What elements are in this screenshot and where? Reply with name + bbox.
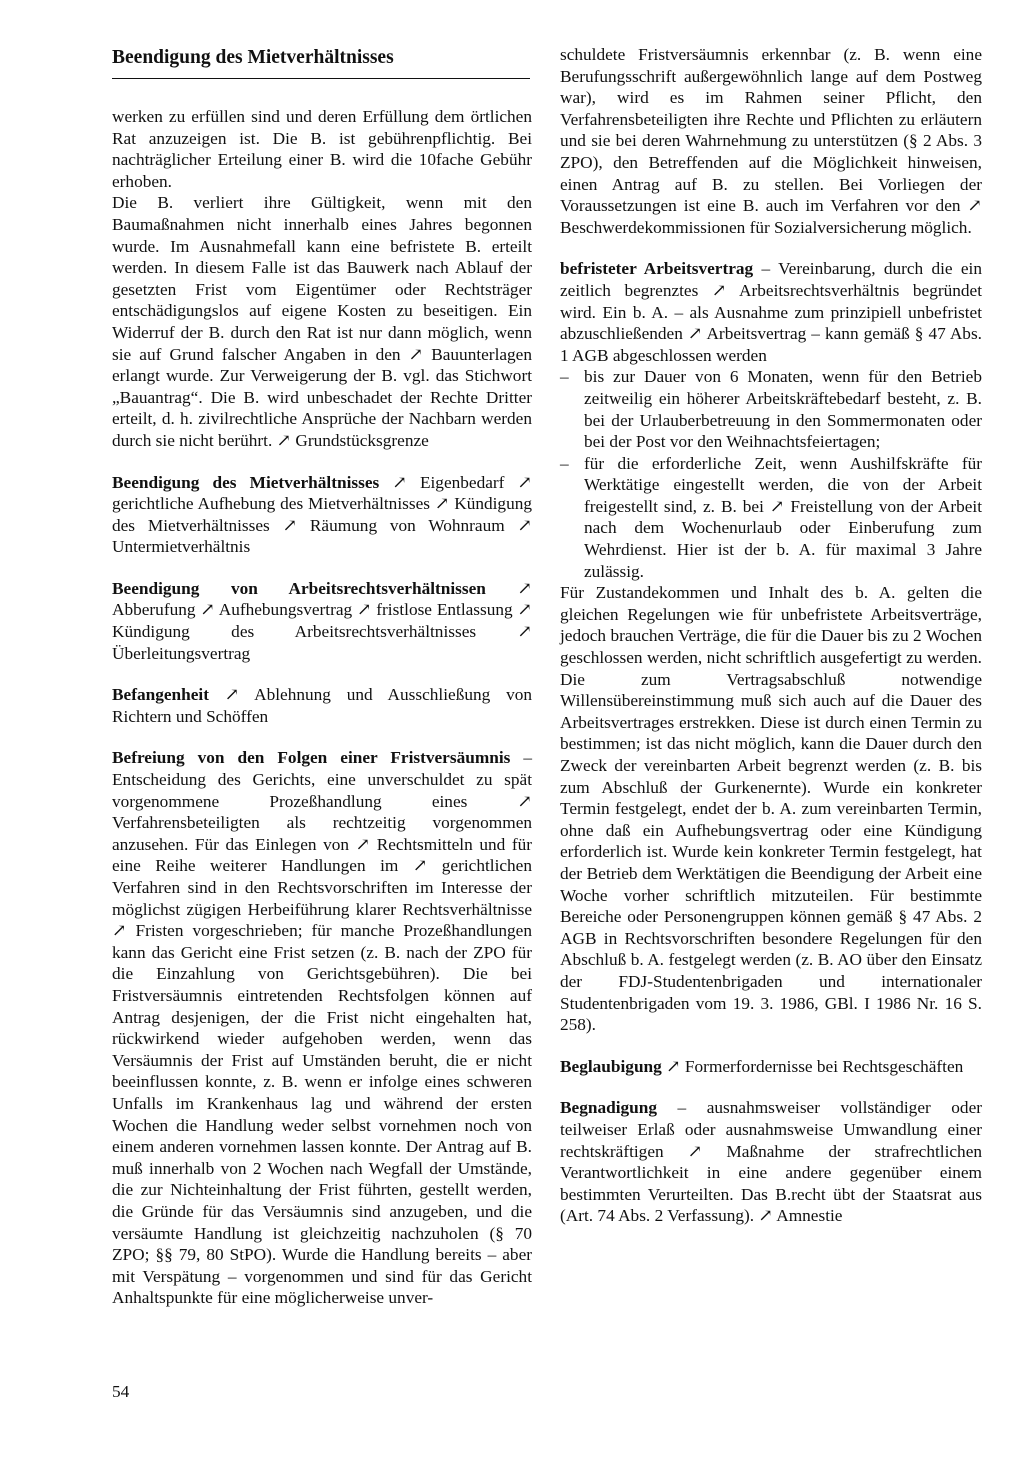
- entry-term: Beendigung von Arbeitsrechtsverhältnissen: [112, 578, 486, 598]
- entry-text: ↗ Formerfordernisse bei Rechtsgeschäften: [661, 1056, 964, 1076]
- entry-term: Beendigung des Mietverhältnisses: [112, 472, 380, 492]
- entry-begnadigung: [560, 1097, 982, 1227]
- entry-intro: [560, 258, 982, 366]
- entry-text: – Entscheidung des Gerichts, eine unverschuldet zu spät vorgenommene Prozeßhandlung eines ↗ Verfahrensbeteiligten als rechtzeitig vorgenommen anzusehen. Für das Einlegen von ↗ Rechtsmitteln und für eine Reihe weiterer Handlungen im ↗ gerichtlichen Verfahren sind in den Rechtsvorschriften im Interesse der möglichst zügigen Herbeiführung klarer Rechtsverhältnisse ↗ Fristen vorgeschrieben; für manche Prozeßhandlungen kann das Gericht eine Frist setzen (z. B. nach der ZPO für die Einzahlung von Gerichtsgebühren). Die bei Fristversäumnis eintretenden Rechtsfolgen können auf Antrag desjenigen, der die Frist nicht eingehalten hat, rückwirkend wieder aufgehoben werden, wenn das Versäumnis der Frist auf Umständen beruht, die er nicht beeinflussen konnte, z. B. wenn er infolge eines schweren Unfalls im Krankenhaus lag und während der ersten Wochen die Handlung weder selbst vornehmen noch von einem anderen vornehmen lassen konnte. Der Antrag auf B. muß innerhalb von 2 Wochen nach Wegfall der Umstände, die zur Nichteinhaltung der Frist führten, gestellt werden, die Gründe für das Versäumnis sind anzugeben, und die versäumte Handlung ist gleichzeitig nachzuholen (§ 70 ZPO; §§ 79, 80 StPO). Wurde die Handlung bereits – aber mit Verspätung – vorgenommen und sind für das Gericht Anhaltspunkte für eine möglicherweise unver-: [112, 748, 532, 1308]
- entry-text: – Vereinbarung, durch die ein zeitlich begrenztes ↗ Arbeitsrechtsverhältnis begründet wird. Ein b. A. – als Ausnahme zum prinzipiell unbefristet abzuschließenden ↗ Arbeitsvertrag – kann gemäß § 47 Abs. 1 AGB abgeschlossen werden: [560, 259, 982, 365]
- entry-befreiung-fristversaeumnis: [112, 747, 532, 1308]
- dash-list: [560, 366, 982, 582]
- list-item: – für die erforderliche Zeit, wenn Aushilfskräfte für Werktätige eingestellt werden, die von der Arbeit freigestellt sind, z. B. bei ↗ Freistellung von der Arbeit nach dem Wochenurlaub oder Einberufung zum Wehrdienst. Hier ist der b. A. für maximal 3 Jahre zulässig.: [560, 453, 982, 583]
- entry-term: Befreiung von den Folgen einer Fristversäumnis: [112, 748, 511, 768]
- entry-beglaubigung: [560, 1056, 982, 1078]
- page-number: 54: [112, 1382, 130, 1401]
- entry-text: ↗ Eigenbedarf ↗ gerichtliche Aufhebung des Mietverhältnisses ↗ Kündigung des Mietverhältnisses ↗ Räumung von Wohnraum ↗ Untermietverhältnis: [112, 472, 532, 557]
- entry-text: – ausnahmsweiser vollständiger oder teilweiser Erlaß oder ausnahmsweise Umwandlung einer rechtskräftigen ↗ Maßnahme der strafrechtlichen Verantwortlichkeit in eine andere gegenüber einem bestimmten Verurteilten. Das B.recht übt der Staatsrat aus (Art. 74 Abs. 2 Verfassung). ↗ Amnestie: [560, 1098, 982, 1226]
- running-header: [112, 44, 530, 72]
- header-title: Beendigung des Mietverhältnisses: [112, 47, 394, 68]
- entry-text: ↗ Ablehnung und Ausschließung von Richtern und Schöffen: [112, 685, 532, 726]
- entry-term: Befangenheit: [112, 685, 209, 705]
- entry-befristeter-arbeitsvertrag: [560, 258, 982, 1035]
- entry-paragraph: Für Zustandekommen und Inhalt des b. A. gelten die gleichen Regelungen wie für unbefristete Arbeitsverträge, jedoch brauchen Verträge, die für die Dauer bis zu 2 Wochen geschlossen werden, nicht schriftlich ausgefertigt zu werden. Die zum Vertragsabschluß notwendige Willensübereinstimmung muß sich auch auf die Dauer des Arbeitsvertrages erstrekken. Diese ist durch einen Termin zu bestimmen; ist das nicht möglich, kann die Dauer durch den Zweck der vereinbarten Arbeit begrenzt werden (z. B. bis zum Abschluß der Gurkenernte). Wurde ein konkreter Termin festgelegt, endet der b. A. zum vereinbarten Termin, ohne daß ein Aufhebungsvertrag oder eine Kündigung erforderlich ist. Wurde kein konkreter Termin festgelegt, hat der Betrieb dem Werktätigen die Beendigung der Arbeit eine Woche vorher schriftlich mitzuteilen. Für bestimmte Bereiche oder Personengruppen können gemäß § 47 Abs. 2 AGB in Rechtsvorschriften besondere Regelungen für den Abschluß b. A. festgelegt werden (z. B. AO über den Einsatz der FDJ-Studentenbrigaden und internationaler Studentenbrigaden vom 19. 3. 1986, GBl. I 1986 Nr. 16 S. 258).: [560, 583, 982, 1035]
- entry-term: Begnadigung: [560, 1098, 658, 1118]
- entry-term: befristeter Arbeitsvertrag: [560, 259, 754, 279]
- right-column: [560, 44, 982, 1227]
- entry-beendigung-mietverhaeltnis: [112, 472, 532, 558]
- entry-term: Beglaubigung: [560, 1056, 662, 1076]
- continuation-paragraph-2: Die B. verliert ihre Gültigkeit, wenn mit den Baumaßnahmen nicht innerhalb eines Jahres begonnen wurde. Im Ausnahmefall kann eine befristete B. erteilt werden. In diesem Falle ist das Bauwerk nach Ablauf der gesetzten Frist vom Eigentümer oder Rechtsträger entschädigungslos auf eigene Kosten zu beseitigen. Ein Widerruf der B. durch den Rat ist nur dann möglich, wenn sie auf Grund falscher Angaben in den ↗ Bauunterlagen erlangt wurde. Zur Verweigerung der B. vgl. das Stichwort „Bauantrag“. Die B. wird unbeschadet der Rechte Dritter erteilt, d. h. zivilrechtliche Ansprüche der Nachbarn werden durch sie nicht berührt. ↗ Grundstücksgrenze: [112, 193, 532, 450]
- entry-beendigung-arbeitsrechtsverhaeltnisse: [112, 578, 532, 664]
- continuation-paragraph: schuldete Fristversäumnis erkennbar (z. B. wenn eine Berufungsschrift außergewöhnlich lange auf dem Postweg war), wird es im Rahmen seiner Pflicht, den Verfahrensbeteiligten ihre Rechte und Pflichten zu erläutern und sie bei deren Wahrnehmung zu unterstützen (§ 2 Abs. 3 ZPO), den Betreffenden auf die Möglichkeit hinweisen, einen Antrag auf B. zu stellen. Bei Vorliegen der Voraussetzungen ist eine B. auch im Verfahren vor den ↗ Beschwerdekommissionen für Sozialversicherung möglich.: [560, 45, 982, 237]
- list-item: – bis zur Dauer von 6 Monaten, wenn für den Betrieb zeitweilig ein höherer Arbeitskräftebedarf besteht, z. B. bei der Urlauberbetreuung in den Sommermonaten oder bei der Post vor den Weihnachtsfeiertagen;: [560, 366, 982, 452]
- left-column: [112, 106, 532, 1309]
- entry-befangenheit: [112, 684, 532, 727]
- header-rule: [112, 78, 530, 79]
- entry-text: ↗ Abberufung ↗ Aufhebungsvertrag ↗ fristlose Entlassung ↗ Kündigung des Arbeitsrechtsverhältnisses ↗ Überleitungsvertrag: [112, 578, 532, 663]
- continuation-paragraph: werken zu erfüllen sind und deren Erfüllung dem örtlichen Rat anzuzeigen ist. Die B. ist gebührenpflichtig. Bei nachträglicher Erteilung einer B. wird die 10fache Gebühr erhoben.: [112, 107, 532, 191]
